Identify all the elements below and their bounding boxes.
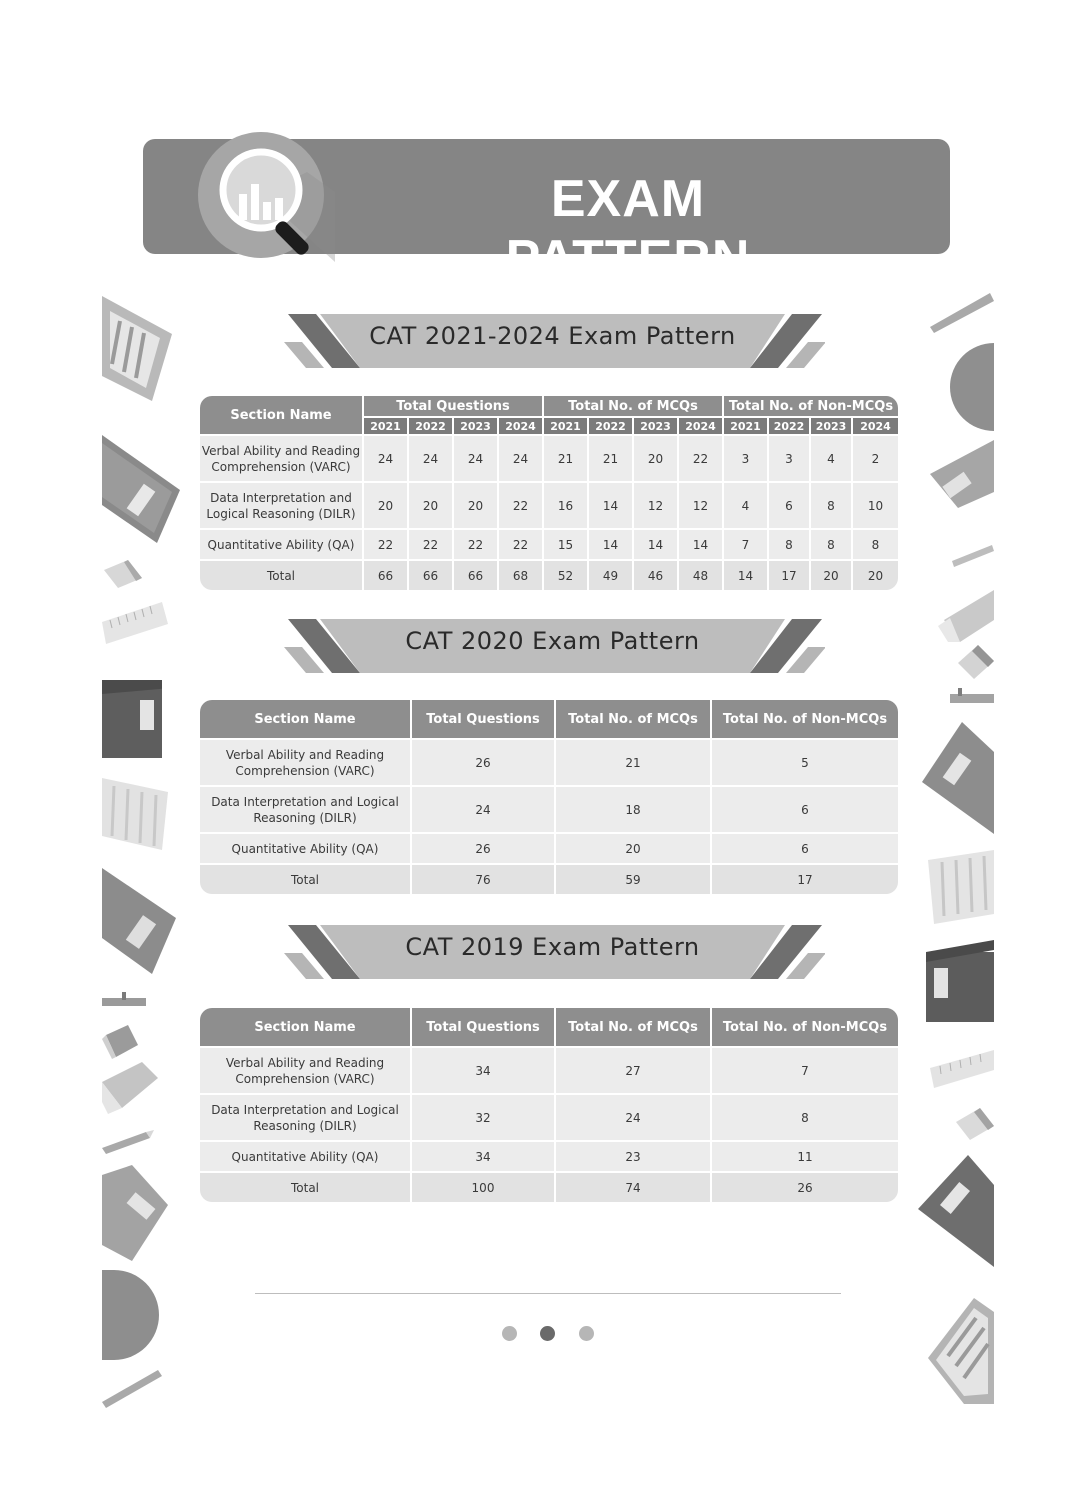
value-cell: 27 bbox=[556, 1046, 712, 1093]
value-cell: 14 bbox=[724, 559, 769, 590]
value-cell: 14 bbox=[589, 528, 634, 559]
table-row bbox=[200, 434, 898, 481]
column-header: Section Name bbox=[200, 396, 364, 434]
year-header: 2022 bbox=[589, 416, 634, 434]
magnifier-chart-icon bbox=[195, 132, 335, 262]
value-cell: 7 bbox=[724, 528, 769, 559]
value-cell: 66 bbox=[364, 559, 409, 590]
year-header: 2023 bbox=[454, 416, 499, 434]
value-cell: 34 bbox=[412, 1046, 556, 1093]
pencil-illustration bbox=[930, 293, 994, 333]
value-cell: 8 bbox=[811, 528, 853, 559]
value-cell: 14 bbox=[634, 528, 679, 559]
value-cell: 22 bbox=[679, 434, 724, 481]
value-cell: 26 bbox=[712, 1171, 898, 1202]
value-cell: 24 bbox=[556, 1093, 712, 1140]
value-cell: 52 bbox=[544, 559, 589, 590]
section-name-cell: Total bbox=[200, 863, 412, 894]
highlighter-illustration bbox=[938, 590, 994, 642]
value-cell: 59 bbox=[556, 863, 712, 894]
value-cell: 24 bbox=[364, 434, 409, 481]
value-cell: 100 bbox=[412, 1171, 556, 1202]
year-header: 2024 bbox=[679, 416, 724, 434]
notebook-illustration bbox=[102, 1165, 168, 1261]
value-cell: 6 bbox=[712, 832, 898, 863]
value-cell: 16 bbox=[544, 481, 589, 528]
section-name-cell: Data Interpretation and Logical Reasoning (DILR) bbox=[200, 1093, 412, 1140]
value-cell: 66 bbox=[409, 559, 454, 590]
book-illustration bbox=[102, 868, 176, 974]
book-illustration bbox=[930, 440, 994, 508]
value-cell: 26 bbox=[412, 738, 556, 785]
circle-illustration bbox=[102, 1270, 160, 1360]
value-cell: 22 bbox=[454, 528, 499, 559]
column-header: Total No. of Non-MCQs bbox=[724, 396, 898, 416]
notebook-illustration bbox=[102, 296, 172, 406]
value-cell: 12 bbox=[679, 481, 724, 528]
book-illustration bbox=[924, 940, 994, 1024]
value-cell: 21 bbox=[544, 434, 589, 481]
value-cell: 7 bbox=[712, 1046, 898, 1093]
section-ribbon bbox=[280, 314, 825, 372]
value-cell: 5 bbox=[712, 738, 898, 785]
value-cell: 2 bbox=[853, 434, 898, 481]
value-cell: 17 bbox=[769, 559, 811, 590]
table-row bbox=[200, 481, 898, 528]
section-name-cell: Verbal Ability and Reading Comprehension (VARC) bbox=[200, 434, 364, 481]
section-name-cell: Verbal Ability and Reading Comprehension (VARC) bbox=[200, 738, 412, 785]
value-cell: 14 bbox=[679, 528, 724, 559]
value-cell: 8 bbox=[712, 1093, 898, 1140]
value-cell: 23 bbox=[556, 1140, 712, 1171]
table-row bbox=[200, 528, 898, 559]
circle-illustration bbox=[940, 343, 994, 431]
value-cell: 20 bbox=[556, 832, 712, 863]
value-cell: 24 bbox=[454, 434, 499, 481]
column-header: Total No. of MCQs bbox=[544, 396, 724, 416]
value-cell: 32 bbox=[412, 1093, 556, 1140]
book-illustration bbox=[102, 680, 164, 760]
section-title: CAT 2020 Exam Pattern bbox=[405, 627, 700, 655]
pagination-dot[interactable] bbox=[579, 1326, 594, 1341]
year-header: 2021 bbox=[364, 416, 409, 434]
value-cell: 76 bbox=[412, 863, 556, 894]
value-cell: 20 bbox=[364, 481, 409, 528]
section-name-cell: Quantitative Ability (QA) bbox=[200, 528, 364, 559]
notepad-illustration bbox=[928, 850, 994, 924]
column-header: Section Name bbox=[200, 1008, 412, 1046]
year-header: 2024 bbox=[499, 416, 544, 434]
value-cell: 12 bbox=[634, 481, 679, 528]
value-cell: 17 bbox=[712, 863, 898, 894]
value-cell: 68 bbox=[499, 559, 544, 590]
value-cell: 20 bbox=[634, 434, 679, 481]
book-illustration bbox=[102, 435, 180, 545]
year-header: 2023 bbox=[811, 416, 853, 434]
column-header: Total No. of Non-MCQs bbox=[712, 700, 898, 738]
pen-illustration bbox=[950, 688, 994, 708]
value-cell: 15 bbox=[544, 528, 589, 559]
value-cell: 10 bbox=[853, 481, 898, 528]
book-illustration bbox=[918, 1155, 994, 1267]
value-cell: 4 bbox=[724, 481, 769, 528]
value-cell: 8 bbox=[769, 528, 811, 559]
value-cell: 20 bbox=[811, 559, 853, 590]
value-cell: 8 bbox=[853, 528, 898, 559]
section-ribbon bbox=[280, 925, 825, 983]
table-row bbox=[200, 738, 898, 785]
section-name-cell: Verbal Ability and Reading Comprehension (VARC) bbox=[200, 1046, 412, 1093]
column-header: Total No. of MCQs bbox=[556, 1008, 712, 1046]
section-ribbon bbox=[280, 619, 825, 677]
section-title: CAT 2019 Exam Pattern bbox=[405, 933, 700, 961]
value-cell: 20 bbox=[409, 481, 454, 528]
column-header: Section Name bbox=[200, 700, 412, 738]
value-cell: 6 bbox=[712, 785, 898, 832]
exam-pattern-table-2021-2024 bbox=[200, 396, 898, 590]
section-name-cell: Quantitative Ability (QA) bbox=[200, 832, 412, 863]
section-name-cell: Data Interpretation and Logical Reasoning (DILR) bbox=[200, 785, 412, 832]
pagination-dot[interactable] bbox=[502, 1326, 517, 1341]
table-row bbox=[200, 1140, 898, 1171]
year-header: 2021 bbox=[544, 416, 589, 434]
value-cell: 74 bbox=[556, 1171, 712, 1202]
value-cell: 6 bbox=[769, 481, 811, 528]
value-cell: 22 bbox=[409, 528, 454, 559]
value-cell: 3 bbox=[769, 434, 811, 481]
eraser-illustration bbox=[958, 645, 994, 679]
value-cell: 46 bbox=[634, 559, 679, 590]
section-title: CAT 2021-2024 Exam Pattern bbox=[369, 322, 736, 350]
pen-illustration bbox=[102, 992, 150, 1012]
exam-pattern-table-2019 bbox=[200, 1008, 898, 1202]
value-cell: 22 bbox=[364, 528, 409, 559]
pencil-illustration bbox=[102, 1130, 154, 1154]
table-row bbox=[200, 1093, 898, 1140]
column-header: Total No. of MCQs bbox=[556, 700, 712, 738]
eraser-illustration bbox=[104, 560, 144, 590]
value-cell: 48 bbox=[679, 559, 724, 590]
section-name-cell: Quantitative Ability (QA) bbox=[200, 1140, 412, 1171]
value-cell: 22 bbox=[499, 481, 544, 528]
value-cell: 24 bbox=[499, 434, 544, 481]
table-row-total bbox=[200, 1171, 898, 1202]
value-cell: 49 bbox=[589, 559, 634, 590]
section-name-cell: Total bbox=[200, 559, 364, 590]
book-illustration bbox=[922, 722, 994, 834]
value-cell: 26 bbox=[412, 832, 556, 863]
ruler-illustration bbox=[930, 1050, 994, 1090]
value-cell: 3 bbox=[724, 434, 769, 481]
column-header: Total Questions bbox=[412, 700, 556, 738]
year-header: 2022 bbox=[409, 416, 454, 434]
page-title: EXAM PATTERN bbox=[505, 170, 751, 288]
notepad-illustration bbox=[102, 778, 168, 850]
year-header: 2023 bbox=[634, 416, 679, 434]
column-header: Total Questions bbox=[412, 1008, 556, 1046]
value-cell: 8 bbox=[811, 481, 853, 528]
table-row-total bbox=[200, 863, 898, 894]
pagination-dot-active[interactable] bbox=[540, 1326, 555, 1341]
table-row bbox=[200, 832, 898, 863]
column-header: Total No. of Non-MCQs bbox=[712, 1008, 898, 1046]
value-cell: 21 bbox=[589, 434, 634, 481]
eraser-illustration bbox=[956, 1108, 994, 1140]
value-cell: 20 bbox=[853, 559, 898, 590]
value-cell: 22 bbox=[499, 528, 544, 559]
ruler-illustration bbox=[102, 602, 168, 646]
column-header: Total Questions bbox=[364, 396, 544, 416]
value-cell: 14 bbox=[589, 481, 634, 528]
highlighter-illustration bbox=[102, 1062, 160, 1114]
exam-pattern-table-2020 bbox=[200, 700, 898, 894]
value-cell: 11 bbox=[712, 1140, 898, 1171]
value-cell: 34 bbox=[412, 1140, 556, 1171]
footer-divider bbox=[255, 1293, 841, 1294]
pencil-illustration bbox=[102, 1368, 164, 1410]
pencil-illustration bbox=[952, 545, 994, 567]
value-cell: 18 bbox=[556, 785, 712, 832]
eraser-illustration bbox=[102, 1025, 140, 1059]
value-cell: 21 bbox=[556, 738, 712, 785]
year-header: 2022 bbox=[769, 416, 811, 434]
value-cell: 24 bbox=[412, 785, 556, 832]
value-cell: 4 bbox=[811, 434, 853, 481]
year-header: 2021 bbox=[724, 416, 769, 434]
value-cell: 24 bbox=[409, 434, 454, 481]
section-name-cell: Total bbox=[200, 1171, 412, 1202]
year-header: 2024 bbox=[853, 416, 898, 434]
notebook-illustration bbox=[928, 1298, 994, 1404]
section-name-cell: Data Interpretation and Logical Reasoning (DILR) bbox=[200, 481, 364, 528]
table-row bbox=[200, 1046, 898, 1093]
table-row bbox=[200, 785, 898, 832]
table-row-total bbox=[200, 559, 898, 590]
value-cell: 20 bbox=[454, 481, 499, 528]
value-cell: 66 bbox=[454, 559, 499, 590]
